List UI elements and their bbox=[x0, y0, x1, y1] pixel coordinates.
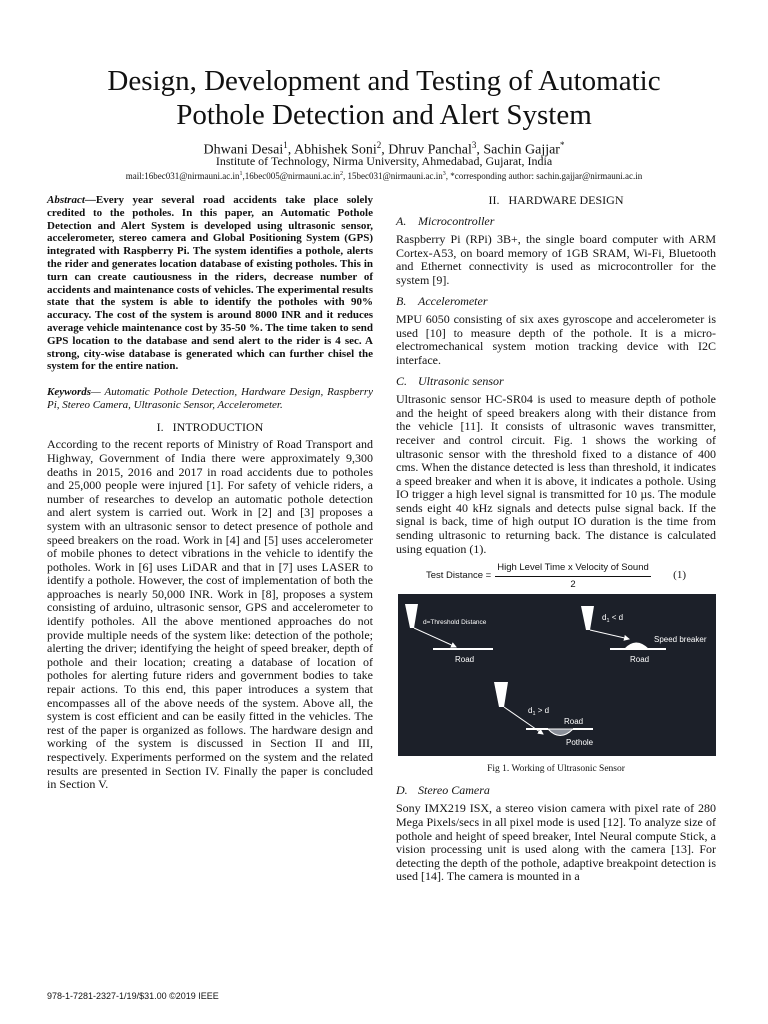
copyright-footer: 978-1-7281-2327-1/19/$31.00 ©2019 IEEE bbox=[47, 991, 219, 1001]
speed-breaker-shape bbox=[624, 643, 649, 650]
figure-ultrasonic-diagram bbox=[398, 594, 716, 756]
subsection-heading-ultrasonic bbox=[396, 375, 716, 389]
sensor-icon bbox=[581, 606, 594, 630]
email-text: mail:16bec031@nirmauni.ac.in bbox=[125, 171, 240, 181]
author-name: Dhwani Desai bbox=[203, 142, 284, 158]
equation-number: (1) bbox=[673, 569, 686, 582]
section-heading-introduction bbox=[47, 421, 373, 435]
email-text: , *corresponding author: sachin.gajjar@nirmauni.ac.in bbox=[445, 171, 643, 181]
label-road: Road bbox=[455, 655, 475, 665]
title-line-2: Pothole Detection and Alert System bbox=[176, 99, 592, 131]
subsection-title: Microcontroller bbox=[418, 213, 495, 228]
subsection-heading-accelerometer bbox=[396, 295, 716, 309]
subsection-heading-microcontroller bbox=[396, 215, 716, 229]
title-line-1: Design, Development and Testing of Automatic bbox=[107, 65, 661, 97]
abstract bbox=[47, 194, 373, 373]
label-d: d bbox=[528, 706, 533, 716]
microcontroller-text: Raspberry Pi (RPi) 3B+, the single board computer with ARM Cortex-A53, on board memory of 1GB SRAM, Wi-Fi, Bluetooth and Ethernet connectivity is used as microcontroller for the system [9]. bbox=[396, 232, 716, 287]
subsection-title: Stereo Camera bbox=[418, 782, 490, 797]
introduction-text: According to the recent reports of Ministry of Road Transport and Highway, Government of India there were approximately 9,300 deaths in 2015, 2016 and 2017 in road accidents due to potholes and 25,000 people were injured [1]. For safety of vehicle riders, a number of researches to develop an automatic pothole detection and alert system is carried out. Work in [2] and [3] proposes a system with an ultrasonic sensor to detect presence of pothole and speed breakers on the road. Work in [4] and [5] uses accelerometer of mobile phones to detect vibrations in the vehicle to identify the potholes. Work in [6] uses LiDAR and that in [7] uses LASER to identify a pothole. However, the cost of implementation of both the approaches is nearly 50,000 INR. Work in [8], proposes a system consisting of arduino, ultrasonic sensor, GPS and accelerometer to identify potholes. All the above mentioned approaches do not provide multiple needs of the system like: detection of the pothole; alerting the driver; identifying the height of speed breaker, depth of pothole and their location; creating a database of location of potholes for alerting future riders and government bodies to take repair actions. To this end, this paper introduces a system that encompasses all of the above needs of the system. Above all, the system is cost efficient and can be easily fitted in the vehicles. The rest of the paper is organized as follows. The hardware design and working of the system is discussed in Section II and III, respectively. Experiments performed on the system and the related results are presented in Section IV. Finally the paper is concluded in Section V. bbox=[47, 437, 373, 792]
paper-title bbox=[40, 64, 728, 132]
subsection-title: Accelerometer bbox=[418, 293, 488, 308]
sensor-beam bbox=[414, 628, 456, 647]
email-sup: 1 bbox=[239, 171, 243, 177]
accelerometer-text: MPU 6050 consisting of six axes gyroscope and accelerometer is used [10] to measure depth of the pothole. It is a micro-electromechanical system motion tracking device with I2C interface. bbox=[396, 312, 716, 367]
section-title-first: H bbox=[508, 193, 518, 207]
email-text: , 15bec031@nirmauni.ac.in bbox=[343, 171, 443, 181]
author-name: Abhishek Soni bbox=[293, 142, 377, 158]
section-number: I. bbox=[156, 419, 164, 434]
equation-fraction bbox=[495, 561, 651, 591]
equation-1 bbox=[396, 564, 716, 588]
author-sup: 2 bbox=[376, 140, 382, 150]
label-speed-breaker: Speed breaker bbox=[654, 635, 707, 645]
email-text: ,16bec005@nirmauni.ac.in bbox=[242, 171, 341, 181]
figure-caption: Fig 1. Working of Ultrasonic Sensor bbox=[487, 764, 625, 775]
author-sup: 3 bbox=[471, 140, 477, 150]
sensor-icon bbox=[405, 604, 418, 628]
subsection-label: B. bbox=[396, 293, 407, 308]
subsection-label: A. bbox=[396, 213, 407, 228]
equation-lhs: Test Distance = bbox=[426, 570, 492, 582]
label-relation: > d bbox=[535, 706, 550, 716]
ultrasonic-diagram-svg bbox=[398, 594, 716, 756]
label-threshold-distance: d=Threshold Distance bbox=[423, 619, 487, 627]
right-column bbox=[396, 194, 716, 884]
abstract-text: —Every year several road accidents take place solely credited to the potholes. In this paper, an Automatic Pothole Detection and Alert System is developed using ultrasonic sensor, accelerometer, stereo camera and Global Positioning System (GPS) integrated with Raspberry Pi. The system identifies a pothole, alerts the rider and generates location database of existing potholes. This in turn can create cautiousness in the riders, decrease number of accidents and maintenance costs of vehicles. The experimental results state that the system is able to identify the potholes with 90% accuracy. The cost of the system is around 8000 INR and it reduces average vehicle maintenance cost by 35-50 %. The time taken to send GPS location to the database and send alert to the rider is 4 sec. A strong, city-wise database is generated which can further chisel the system for the entire nation. bbox=[47, 194, 373, 373]
section-heading-hardware bbox=[396, 194, 716, 208]
section-title-first-2: D bbox=[579, 193, 589, 207]
author-name: Dhruv Panchal bbox=[388, 142, 472, 158]
abstract-lead: Abstract bbox=[47, 194, 85, 206]
equation-numerator: High Level Time x Velocity of Sound bbox=[495, 561, 651, 577]
subsection-heading-stereo-camera bbox=[396, 784, 716, 798]
stereo-camera-text: Sony IMX219 ISX, a stereo vision camera with pixel rate of 280 Mega Pixels/secs in all pixel mode is used [12]. To analyze size of pothole and height of speed breaker, Intel Neural compute Stick, a vision processing unit is used along with the camera [13]. For detecting the depth of the pothole, adaptive breakpoint detection is used [14]. The camera is mounted in a bbox=[396, 801, 716, 884]
author-sep: , bbox=[381, 142, 389, 158]
section-title-rest: ARDWARE bbox=[517, 193, 577, 207]
label-road: Road bbox=[630, 655, 650, 665]
label-relation: < d bbox=[609, 613, 624, 623]
sensor-icon bbox=[494, 682, 508, 707]
label-d-sub: 1 bbox=[532, 711, 536, 718]
keywords-text: — Automatic Pothole Detection, Hardware Design, Raspberry Pi, Stereo Camera, Ultrasonic Sensor, Accelerometer. bbox=[47, 386, 373, 411]
section-number: II. bbox=[488, 193, 500, 207]
pothole-shape bbox=[548, 729, 573, 736]
label-d1-lt-d bbox=[602, 613, 623, 624]
email-line bbox=[30, 168, 738, 182]
email-sup: 2 bbox=[340, 171, 344, 177]
keywords bbox=[47, 386, 373, 412]
email-sup: 3 bbox=[442, 171, 446, 177]
subsection-title: Ultrasonic sensor bbox=[418, 373, 504, 388]
section-title-rest: NTRODUCTION bbox=[176, 419, 264, 434]
label-road: Road bbox=[564, 717, 584, 727]
label-d1-gt-d bbox=[528, 706, 549, 717]
label-d: d bbox=[602, 613, 607, 623]
left-column bbox=[47, 194, 373, 792]
equation-denominator: 2 bbox=[570, 578, 576, 590]
label-pothole: Pothole bbox=[566, 738, 594, 748]
sensor-beam bbox=[590, 630, 629, 639]
keywords-lead: Keywords bbox=[47, 386, 91, 399]
author-name: Sachin Gajjar bbox=[483, 142, 560, 158]
author-sep: , bbox=[287, 142, 294, 158]
author-sep: , bbox=[476, 142, 484, 158]
ultrasonic-text: Ultrasonic sensor HC-SR04 is used to measure depth of pothole and the height of speed breakers along with their distance from the vehicle [11]. It consists of ultrasonic waves transmitter, receiver and control circuit. Fig. 1 shows the working of ultrasonic sensor with the threshold fixed to a distance of 400 cms. When the distance detected is less than threshold, it indicates a speed breaker and when it is above, it indicates a pothole. Using IO trigger a high level signal is transmitted for 10 µs. The module sends eight 40 kHz signals and detects pulse signal back. If the signal is back, time of high output IO duration is the time from sending ultrasonic to returning back. The distance is calculated using equation (1). bbox=[396, 392, 716, 556]
author-sup: * bbox=[559, 140, 565, 150]
affiliation: Institute of Technology, Nirma University, Ahmedabad, Gujarat, India bbox=[215, 154, 553, 168]
subsection-label: C. bbox=[396, 373, 408, 388]
label-d-sub: 1 bbox=[606, 618, 610, 625]
section-title-first: I bbox=[172, 419, 177, 434]
subsection-label: D. bbox=[396, 782, 408, 797]
section-title-rest-2: ESIGN bbox=[588, 193, 624, 207]
author-sup: 1 bbox=[283, 140, 288, 150]
